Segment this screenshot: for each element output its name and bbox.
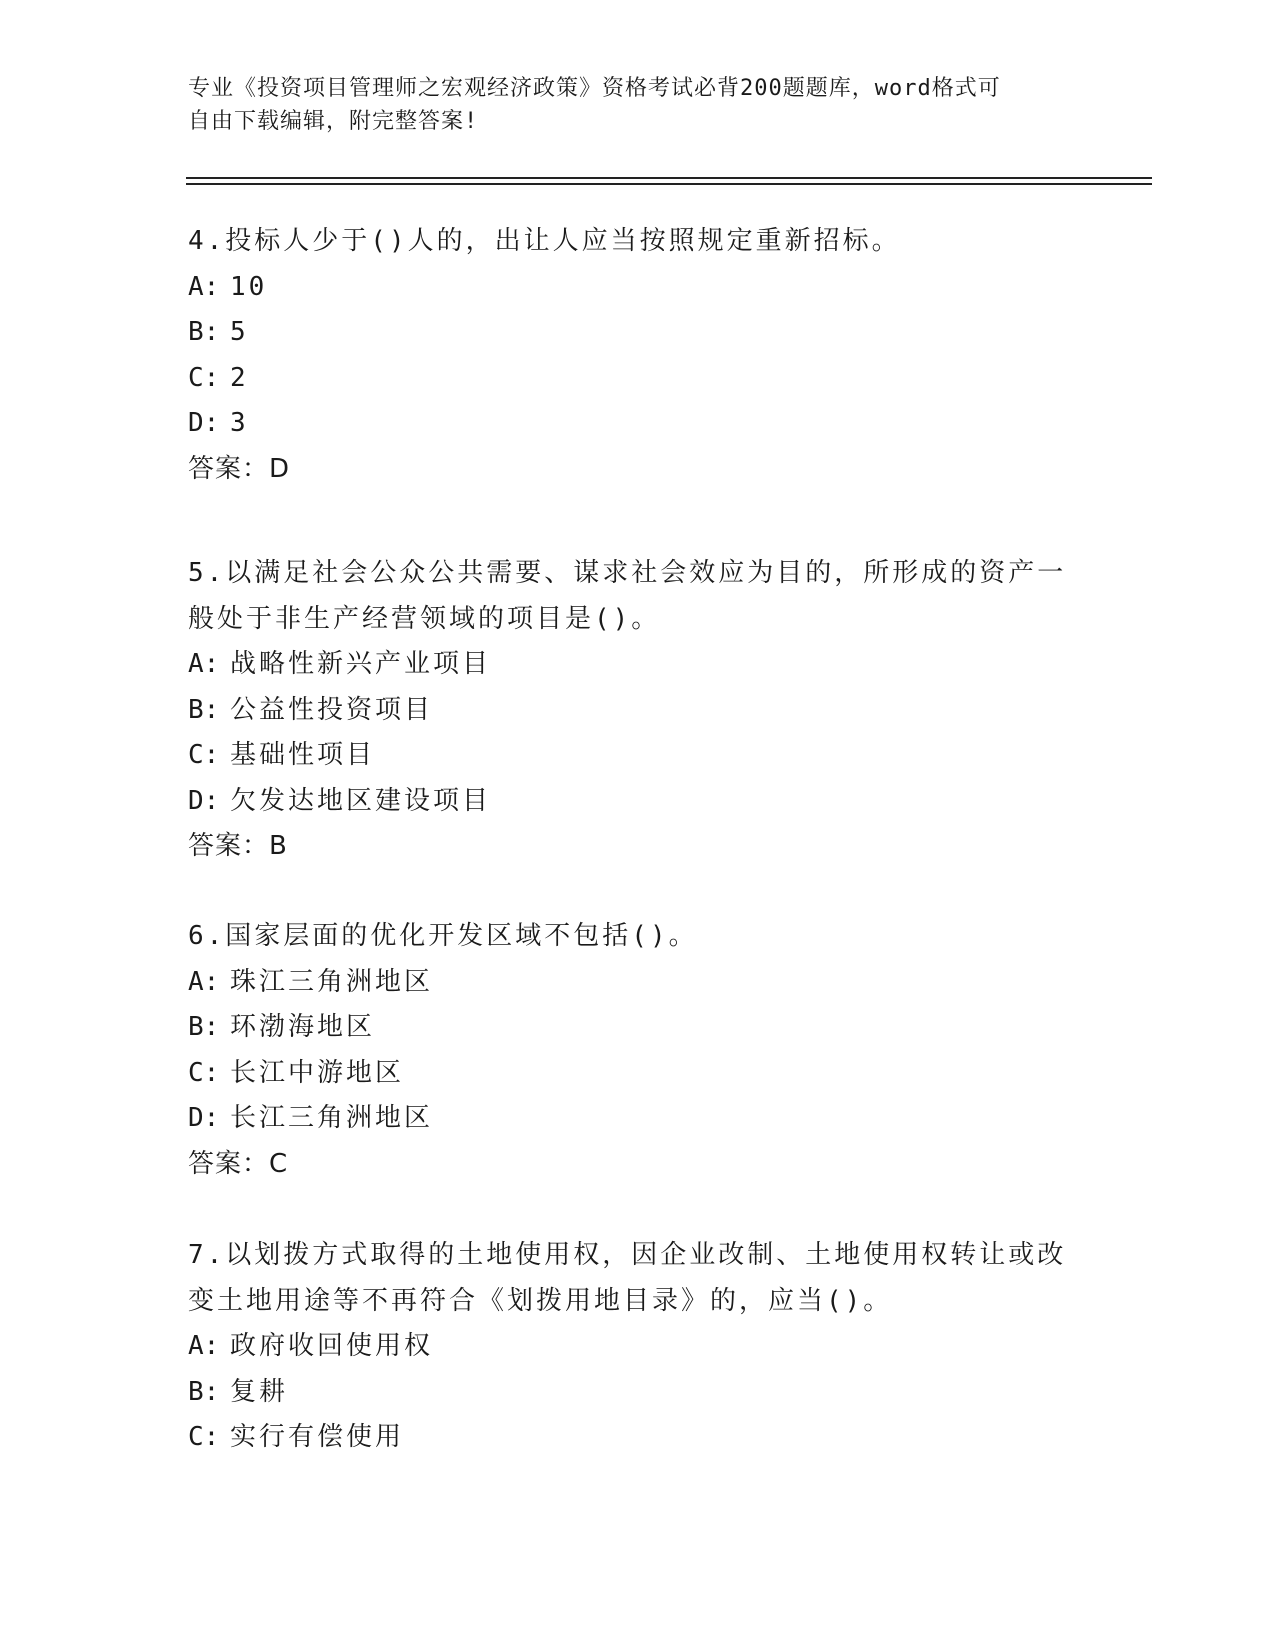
question-stem: 变土地用途等不再符合《划拨用地目录》的，应当()。 [188, 1285, 893, 1316]
option-letter: D: [188, 1103, 220, 1133]
option-c [188, 356, 1068, 402]
header-line-1: 专业《投资项目管理师之宏观经济政策》资格考试必背200题题库，word格式可 [188, 76, 1001, 101]
option-text: 基础性项目 [230, 740, 376, 770]
header-rule-top [186, 177, 1152, 179]
option-c [188, 1415, 1068, 1461]
option-b [188, 1370, 1068, 1416]
option-d [188, 1096, 1068, 1142]
answer-line: 答案：D [188, 453, 291, 484]
option-text: 政府收回使用权 [230, 1331, 434, 1361]
option-a [188, 642, 1068, 688]
option-letter: A: [188, 649, 220, 679]
question-block [188, 1233, 1068, 1461]
option-text: 10 [230, 271, 268, 302]
question-stem: 7.以划拨方式取得的土地使用权，因企业改制、土地使用权转让或改 [188, 1240, 1067, 1270]
answer-line: 答案：C [188, 1148, 289, 1179]
option-text: 2 [230, 362, 249, 393]
option-b [188, 1005, 1068, 1051]
option-letter: A: [188, 1331, 220, 1361]
option-a [188, 960, 1068, 1006]
option-letter: B: [188, 1376, 220, 1407]
option-d [188, 401, 1068, 447]
header-line-2: 自由下载编辑，附完整答案! [188, 109, 479, 134]
option-letter: D: [188, 785, 220, 816]
option-text: 公益性投资项目 [230, 694, 434, 725]
question-stem: 般处于非生产经营领域的项目是()。 [188, 603, 661, 634]
option-a [188, 1324, 1068, 1370]
option-b [188, 310, 1068, 356]
option-d [188, 779, 1068, 825]
option-text: 长江中游地区 [230, 1057, 405, 1088]
option-text: 实行有偿使用 [230, 1422, 405, 1452]
answer-line: 答案：B [188, 831, 288, 861]
option-text: 环渤海地区 [230, 1012, 376, 1042]
question-stem: 4.投标人少于()人的，出让人应当按照规定重新招标。 [188, 226, 901, 256]
option-letter: C: [188, 362, 220, 393]
option-letter: A: [188, 966, 220, 997]
option-letter: B: [188, 694, 220, 725]
option-text: 5 [230, 317, 249, 347]
option-text: 欠发达地区建设项目 [230, 785, 492, 816]
document-header [188, 72, 1068, 138]
option-c [188, 1051, 1068, 1097]
option-letter: C: [188, 1057, 220, 1088]
option-letter: A: [188, 271, 220, 302]
option-letter: D: [188, 408, 220, 438]
question-block [188, 219, 1068, 492]
option-text: 战略性新兴产业项目 [230, 649, 492, 679]
option-letter: C: [188, 740, 220, 770]
option-text: 珠江三角洲地区 [230, 966, 434, 997]
option-text: 3 [230, 408, 249, 438]
question-block [188, 551, 1068, 870]
option-c [188, 733, 1068, 779]
question-stem: 5.以满足社会公众公共需要、谋求社会效应为目的，所形成的资产一 [188, 558, 1067, 588]
header-rule-bottom [186, 183, 1152, 185]
option-text: 复耕 [230, 1376, 289, 1407]
question-block [188, 914, 1068, 1187]
question-stem: 6.国家层面的优化开发区域不包括()。 [188, 921, 698, 951]
option-letter: B: [188, 1012, 220, 1042]
option-b [188, 688, 1068, 734]
option-letter: C: [188, 1422, 220, 1452]
option-text: 长江三角洲地区 [230, 1103, 434, 1133]
option-a [188, 265, 1068, 311]
option-letter: B: [188, 317, 220, 347]
